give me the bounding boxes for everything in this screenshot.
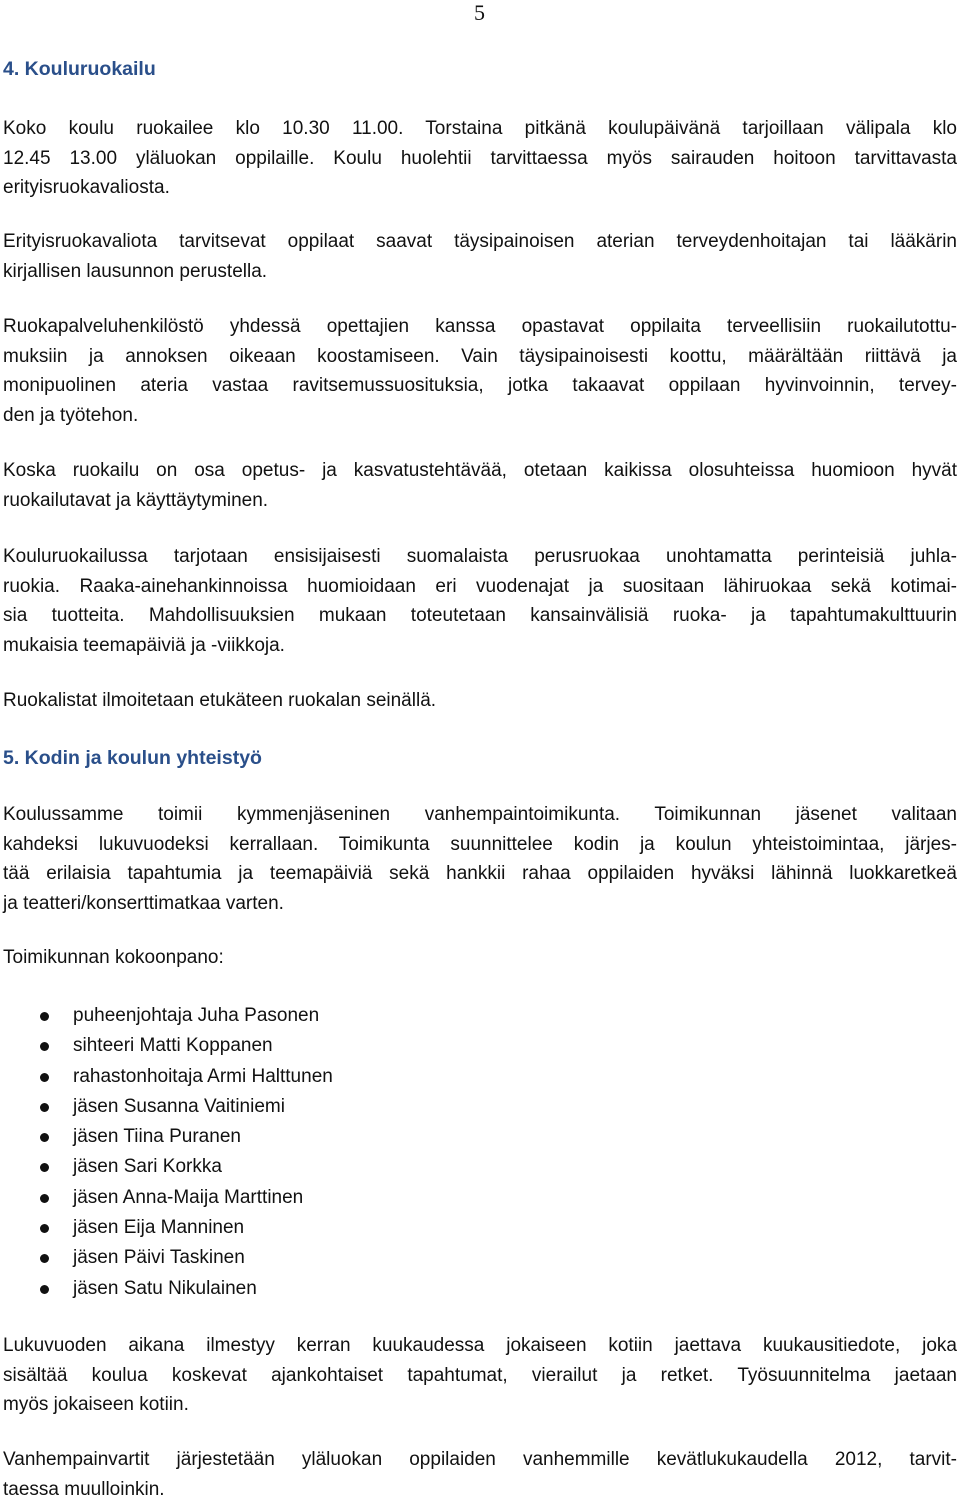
- text-line: ja teatteri/konserttimatkaa varten.: [3, 889, 957, 919]
- member-name: sihteeri Matti Koppanen: [73, 1035, 273, 1056]
- text-line: Koulussamme toimii kymmenjäseninen vanhempaintoimikunta. Toimikunnan jäsenet valitaan: [3, 800, 957, 830]
- list-item: [3, 1213, 603, 1243]
- paragraph-special-diet: [3, 227, 957, 286]
- list-item: [3, 1062, 603, 1092]
- list-item: [3, 1183, 603, 1213]
- bullet-icon: [40, 1163, 49, 1172]
- member-name: rahastonhoitaja Armi Halttunen: [73, 1066, 333, 1087]
- bullet-icon: [40, 1103, 49, 1112]
- paragraph-education: [3, 456, 957, 515]
- text-line: Koko koulu ruokailee klo 10.30 11.00. Torstaina pitkänä koulupäivänä tarjoillaan välipala klo: [3, 114, 957, 144]
- text-line: monipuolinen ateria vastaa ravitsemussuosituksia, jotka takaavat oppilaan hyvinvoinnin, tervey-: [3, 371, 957, 401]
- list-item: [3, 1122, 603, 1152]
- text-line: mukaisia teemapäiviä ja -viikkoja.: [3, 631, 957, 661]
- text-line: myös jokaiseen kotiin.: [3, 1390, 957, 1420]
- section-5-heading: 5. Kodin ja koulun yhteistyö: [3, 744, 957, 772]
- text-line: sisältää koulua koskevat ajankohtaiset tapahtumat, vierailut ja retket. Työsuunnitelma jaetaan: [3, 1361, 957, 1391]
- bullet-icon: [40, 1254, 49, 1263]
- text-line: Lukuvuoden aikana ilmestyy kerran kuukaudessa jokaiseen kotiin jaettava kuukausitiedote, joka: [3, 1331, 957, 1361]
- committee-member-list: [3, 1001, 603, 1304]
- member-name: puheenjohtaja Juha Pasonen: [73, 1005, 319, 1026]
- bullet-icon: [40, 1285, 49, 1294]
- list-item: [3, 1001, 603, 1031]
- paragraph-newsletter: [3, 1331, 957, 1420]
- text-line: tää erilaisia tapahtumia ja teemapäiviä sekä hankkii rahaa oppilaiden hyväksi lähinnä luokkaretkeä: [3, 859, 957, 889]
- committee-list-intro: [3, 943, 957, 973]
- list-item: [3, 1092, 603, 1122]
- page-number: 5: [474, 0, 485, 26]
- text-line: Koska ruokailu on osa opetus- ja kasvatustehtävää, otetaan kaikissa olosuhteissa huomioon hyvät: [3, 456, 957, 486]
- text-line: ruokia. Raaka-ainehankinnoissa huomioidaan eri vuodenajat ja suositaan lähiruokaa sekä kotimai-: [3, 572, 957, 602]
- paragraph-food-staff: [3, 312, 957, 430]
- list-item: [3, 1031, 603, 1061]
- text-line: Kouluruokailussa tarjotaan ensisijaisesti suomalaista perusruokaa unohtamatta perinteisiä juhla-: [3, 542, 957, 572]
- text-line: Erityisruokavaliota tarvitsevat oppilaat saavat täysipainoisen aterian terveydenhoitajan tai lääkärin: [3, 227, 957, 257]
- section-4-heading: 4. Kouluruokailu: [3, 55, 957, 83]
- member-name: jäsen Tiina Puranen: [73, 1126, 241, 1147]
- paragraph-menus: [3, 686, 957, 716]
- text-line: erityisruokavaliosta.: [3, 173, 957, 203]
- member-name: jäsen Eija Manninen: [73, 1217, 244, 1238]
- text-line: den ja työtehon.: [3, 401, 957, 431]
- bullet-icon: [40, 1012, 49, 1021]
- member-name: jäsen Päivi Taskinen: [73, 1247, 245, 1268]
- bullet-icon: [40, 1073, 49, 1082]
- text-line: muksiin ja annoksen oikeaan koostamiseen. Vain täysipainoisesti koottu, määrältään riittävä ja: [3, 342, 957, 372]
- text-line: Ruokalistat ilmoitetaan etukäteen ruokalan seinällä.: [3, 686, 957, 716]
- bullet-icon: [40, 1194, 49, 1203]
- text-line: Vanhempainvartit järjestetään yläluokan oppilaiden vanhemmille kevätlukukaudella 2012, tarvit-: [3, 1445, 957, 1475]
- list-item: [3, 1274, 603, 1304]
- member-name: jäsen Sari Korkka: [73, 1156, 222, 1177]
- text-line: ruokailutavat ja käyttäytyminen.: [3, 486, 957, 516]
- member-name: jäsen Susanna Vaitiniemi: [73, 1096, 285, 1117]
- bullet-icon: [40, 1042, 49, 1051]
- text-line: sia tuotteita. Mahdollisuuksien mukaan toteutetaan kansainvälisiä ruoka- ja tapahtumakulttuurin: [3, 601, 957, 631]
- text-line: Ruokapalveluhenkilöstö yhdessä opettajien kanssa opastavat oppilaita terveellisiin ruokailutottu-: [3, 312, 957, 342]
- member-name: jäsen Satu Nikulainen: [73, 1278, 257, 1299]
- list-item: [3, 1243, 603, 1273]
- paragraph-parent-meetings: [3, 1445, 957, 1504]
- paragraph-meal-times: [3, 114, 957, 203]
- text-line: Toimikunnan kokoonpano:: [3, 943, 957, 973]
- paragraph-finnish-food: [3, 542, 957, 660]
- paragraph-parents-committee: [3, 800, 957, 918]
- text-line: 12.45 13.00 yläluokan oppilaille. Koulu huolehtii tarvittaessa myös sairauden hoitoon tarvittavasta: [3, 144, 957, 174]
- text-line: kahdeksi lukuvuodeksi kerrallaan. Toimikunta suunnittelee kodin ja koulun yhteistoimintaa, järjes-: [3, 830, 957, 860]
- list-item: [3, 1152, 603, 1182]
- text-line: taessa muulloinkin.: [3, 1475, 957, 1504]
- bullet-icon: [40, 1133, 49, 1142]
- text-line: kirjallisen lausunnon perustella.: [3, 257, 957, 287]
- bullet-icon: [40, 1224, 49, 1233]
- member-name: jäsen Anna-Maija Marttinen: [73, 1187, 303, 1208]
